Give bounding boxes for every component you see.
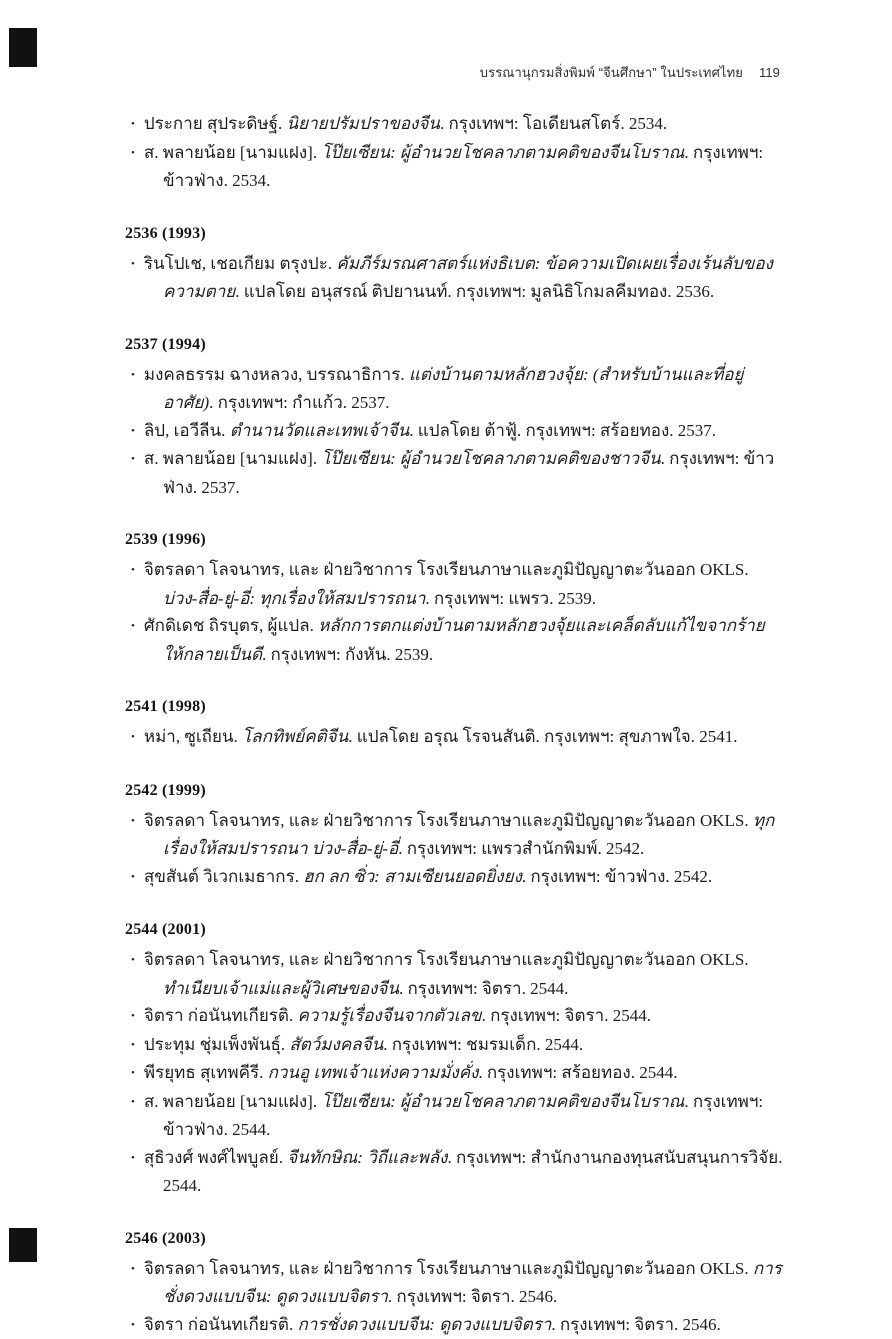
- entry-text: . แปลโดย ต้าฟู้. กรุงเทพฯ: สร้อยทอง. 2537.: [409, 421, 716, 440]
- bullet-icon: •: [131, 425, 135, 437]
- bullet-icon: •: [131, 147, 135, 159]
- entry-text: . กรุงเทพฯ: สร้อยทอง. 2544.: [478, 1063, 677, 1082]
- bibliography-entry: [125, 1144, 783, 1200]
- bullet-icon: •: [131, 954, 135, 966]
- bibliography-entry: [125, 1088, 783, 1144]
- entry-title: หลักการตกแต่งบ้านตามหลักฮวงจุ้ยและเคล็ดลับแก้ไขจากร้ายให้กลายเป็นดี: [163, 616, 765, 664]
- bibliography-entry: [125, 250, 783, 306]
- entry-text: พีรยุทธ สุเทพคีรี.: [144, 1063, 268, 1082]
- bullet-icon: •: [131, 1039, 135, 1051]
- entry-text: จิตรลดา โลจนาทร, และ ฝ่ายวิชาการ โรงเรียนภาษาและภูมิปัญญาตะวันออก OKLS.: [144, 1259, 753, 1278]
- bibliography-entry: [125, 1311, 783, 1339]
- bibliography-entry: [125, 807, 783, 863]
- running-head: [480, 62, 780, 83]
- entry-text: . กรุงเทพฯ: ข้าวฟ่าง. 2537.: [163, 449, 774, 497]
- entry-list: [125, 807, 783, 892]
- entry-text: ส. พลายน้อย [นามแฝง].: [144, 143, 321, 162]
- entry-text: สุธิวงศ์ พงศ์ไพบูลย์.: [144, 1148, 287, 1167]
- entry-title: การชั่งดวงแบบจีน: ดูดวงแบบจิตรา: [163, 1259, 782, 1307]
- entry-text: ประกาย สุประดิษฐ์.: [144, 114, 287, 133]
- bibliography-section: [125, 1230, 783, 1339]
- bullet-icon: •: [131, 815, 135, 827]
- entry-title: โป๊ยเซียน: ผู้อำนวยโชคลาภตามคติของจีนโบราณ: [321, 1092, 684, 1111]
- entry-text: สุขสันต์ วิเวกเมธากร.: [144, 867, 303, 886]
- bullet-icon: •: [131, 1096, 135, 1108]
- bibliography-section: [125, 698, 783, 752]
- entry-title: จีนทักษิณ: วิถีและพลัง: [287, 1148, 447, 1167]
- bullet-icon: •: [131, 1152, 135, 1164]
- entry-text: . กรุงเทพฯ: จิตรา. 2544.: [482, 1006, 651, 1025]
- entry-title: ทุกเรื่องให้สมปรารถนา บ่วง-สื่อ-ยู่-อี่: [163, 811, 774, 859]
- entry-title: การชั่งดวงแบบจีน: ดูดวงแบบจิตรา: [297, 1315, 551, 1334]
- bibliography-section: [125, 921, 783, 1200]
- entry-list: [125, 723, 783, 752]
- bullet-icon: •: [131, 118, 135, 130]
- page-edge-mark-top: [9, 28, 37, 67]
- section-year-heading: 2541 (1998): [125, 698, 783, 716]
- section-year-heading: 2546 (2003): [125, 1230, 783, 1248]
- entry-text: มงคลธรรม ฉางหลวง, บรรณาธิการ.: [144, 365, 409, 384]
- section-year-heading: 2544 (2001): [125, 921, 783, 939]
- section-year-heading: 2536 (1993): [125, 225, 783, 243]
- bullet-icon: •: [131, 871, 135, 883]
- bullet-icon: •: [131, 369, 135, 381]
- entry-text: จิตรา ก่อนันทเกียรติ.: [144, 1006, 298, 1025]
- entry-title: แต่งบ้านตามหลักฮวงจุ้ย: (สำหรับบ้านและที่อยู่อาศัย): [163, 365, 743, 413]
- entry-text: . กรุงเทพฯ: แพรว. 2539.: [425, 589, 596, 608]
- bibliography-section: [125, 336, 783, 502]
- bibliography-entry: [125, 361, 783, 417]
- entry-title: คัมภีร์มรณศาสตร์แห่งธิเบต: ข้อความเปิดเผยเรื่องเร้นลับของความตาย: [163, 254, 773, 302]
- bullet-icon: •: [131, 1067, 135, 1079]
- bibliography-section: [125, 782, 783, 892]
- entry-list: [125, 110, 783, 195]
- entry-title: กวนอู เทพเจ้าแห่งความมั่งคั่ง: [268, 1063, 479, 1082]
- entry-text: . กรุงเทพฯ: ข้าวฟ่าง. 2534.: [163, 143, 763, 191]
- entry-text: . แปลโดย อนุสรณ์ ติปยานนท์. กรุงเทพฯ: มูลนิธิโกมลคีมทอง. 2536.: [235, 282, 714, 301]
- entry-text: ลิป, เอวีลีน.: [144, 421, 230, 440]
- entry-title: ตำนานวัดและเทพเจ้าจีน: [230, 421, 410, 440]
- bullet-icon: •: [131, 453, 135, 465]
- bibliography-entry: [125, 1059, 783, 1088]
- entry-text: จิตรลดา โลจนาทร, และ ฝ่ายวิชาการ โรงเรียนภาษาและภูมิปัญญาตะวันออก OKLS.: [144, 950, 749, 969]
- entry-text: . กรุงเทพฯ: กังหัน. 2539.: [262, 645, 433, 664]
- entry-title: นิยายปรัมปราของจีน: [287, 114, 440, 133]
- bullet-icon: •: [131, 620, 135, 632]
- entry-title: บ่วง-สื่อ-ยู่-อี่: ทุกเรื่องให้สมปรารถนา: [163, 589, 425, 608]
- bibliography-section: [125, 110, 783, 195]
- entry-text: ส. พลายน้อย [นามแฝง].: [144, 449, 321, 468]
- bullet-icon: •: [131, 258, 135, 270]
- entry-title: โป๊ยเซียน: ผู้อำนวยโชคลาภตามคติของจีนโบราณ: [321, 143, 684, 162]
- running-head-title: บรรณานุกรมสิ่งพิมพ์ “จีนศึกษา” ในประเทศไทย: [480, 65, 743, 80]
- entry-title: ฮก ลก ซิ่ว: สามเซียนยอดยิ่งยง: [303, 867, 522, 886]
- bullet-icon: •: [131, 731, 135, 743]
- entry-text: ส. พลายน้อย [นามแฝง].: [144, 1092, 321, 1111]
- bibliography-entry: [125, 612, 783, 668]
- entry-text: . กรุงเทพฯ: ข้าวฟ่าง. 2544.: [163, 1092, 763, 1140]
- entry-text: ประทุม ชุ่มเพ็งพันธุ์.: [144, 1035, 289, 1054]
- entry-text: จิตรลดา โลจนาทร, และ ฝ่ายวิชาการ โรงเรียนภาษาและภูมิปัญญาตะวันออก OKLS.: [144, 811, 753, 830]
- entry-title: ทำเนียบเจ้าแม่และผู้วิเศษของจีน: [163, 979, 399, 998]
- entry-title: โลกทิพย์คติจีน: [242, 727, 348, 746]
- entry-text: . กรุงเทพฯ: ข้าวฟ่าง. 2542.: [522, 867, 712, 886]
- bullet-icon: •: [131, 564, 135, 576]
- bibliography-entry: [125, 863, 783, 892]
- bibliography-entry: [125, 1031, 783, 1060]
- bibliography-section: [125, 531, 783, 668]
- entry-list: [125, 361, 783, 502]
- bibliography-entry: [125, 1002, 783, 1031]
- bibliography-entry: [125, 723, 783, 752]
- entry-text: . กรุงเทพฯ: จิตรา. 2546.: [551, 1315, 720, 1334]
- bibliography-entry: [125, 445, 783, 501]
- entry-title: สัตว์มงคลจีน: [289, 1035, 383, 1054]
- section-year-heading: 2539 (1996): [125, 531, 783, 549]
- page-edge-mark-bottom: [9, 1228, 37, 1262]
- entry-text: . กรุงเทพฯ: ชมรมเด็ก. 2544.: [383, 1035, 583, 1054]
- bibliography-section: [125, 225, 783, 306]
- bibliography: [125, 104, 783, 1339]
- entry-list: [125, 250, 783, 306]
- entry-text: . กรุงเทพฯ: กำแก้ว. 2537.: [209, 393, 389, 412]
- bullet-icon: •: [131, 1010, 135, 1022]
- bibliography-entry: [125, 556, 783, 612]
- bibliography-entry: [125, 110, 783, 139]
- entry-title: ความรู้เรื่องจีนจากตัวเลข: [297, 1006, 481, 1025]
- entry-text: จิตรลดา โลจนาทร, และ ฝ่ายวิชาการ โรงเรียนภาษาและภูมิปัญญาตะวันออก OKLS.: [144, 560, 749, 579]
- entry-text: รินโปเช, เชอเกียม ตรุงปะ.: [144, 254, 337, 273]
- entry-list: [125, 556, 783, 668]
- section-year-heading: 2537 (1994): [125, 336, 783, 354]
- section-year-heading: 2542 (1999): [125, 782, 783, 800]
- entry-list: [125, 1255, 783, 1339]
- entry-text: . กรุงเทพฯ: แพรวสำนักพิมพ์. 2542.: [398, 839, 644, 858]
- bullet-icon: •: [131, 1319, 135, 1331]
- entry-list: [125, 946, 783, 1200]
- entry-text: หม่า, ซูเถียน.: [144, 727, 242, 746]
- entry-text: . กรุงเทพฯ: จิตรา. 2546.: [388, 1287, 557, 1306]
- bibliography-entry: [125, 946, 783, 1002]
- bibliography-entry: [125, 139, 783, 195]
- entry-text: ศักดิเดช ถิรบุตร, ผู้แปล.: [144, 616, 318, 635]
- bullet-icon: •: [131, 1263, 135, 1275]
- entry-title: โป๊ยเซียน: ผู้อำนวยโชคลาภตามคติของชาวจีน: [321, 449, 660, 468]
- bibliography-entry: [125, 1255, 783, 1311]
- page-number: 119: [759, 65, 780, 80]
- bibliography-entry: [125, 417, 783, 446]
- entry-text: . กรุงเทพฯ: โอเดียนสโตร์. 2534.: [440, 114, 667, 133]
- entry-text: . กรุงเทพฯ: จิตรา. 2544.: [399, 979, 568, 998]
- entry-text: . กรุงเทพฯ: สำนักงานกองทุนสนับสนุนการวิจัย. 2544.: [163, 1148, 782, 1196]
- entry-text: จิตรา ก่อนันทเกียรติ.: [144, 1315, 298, 1334]
- entry-text: . แปลโดย อรุณ โรจนสันติ. กรุงเทพฯ: สุขภาพใจ. 2541.: [348, 727, 737, 746]
